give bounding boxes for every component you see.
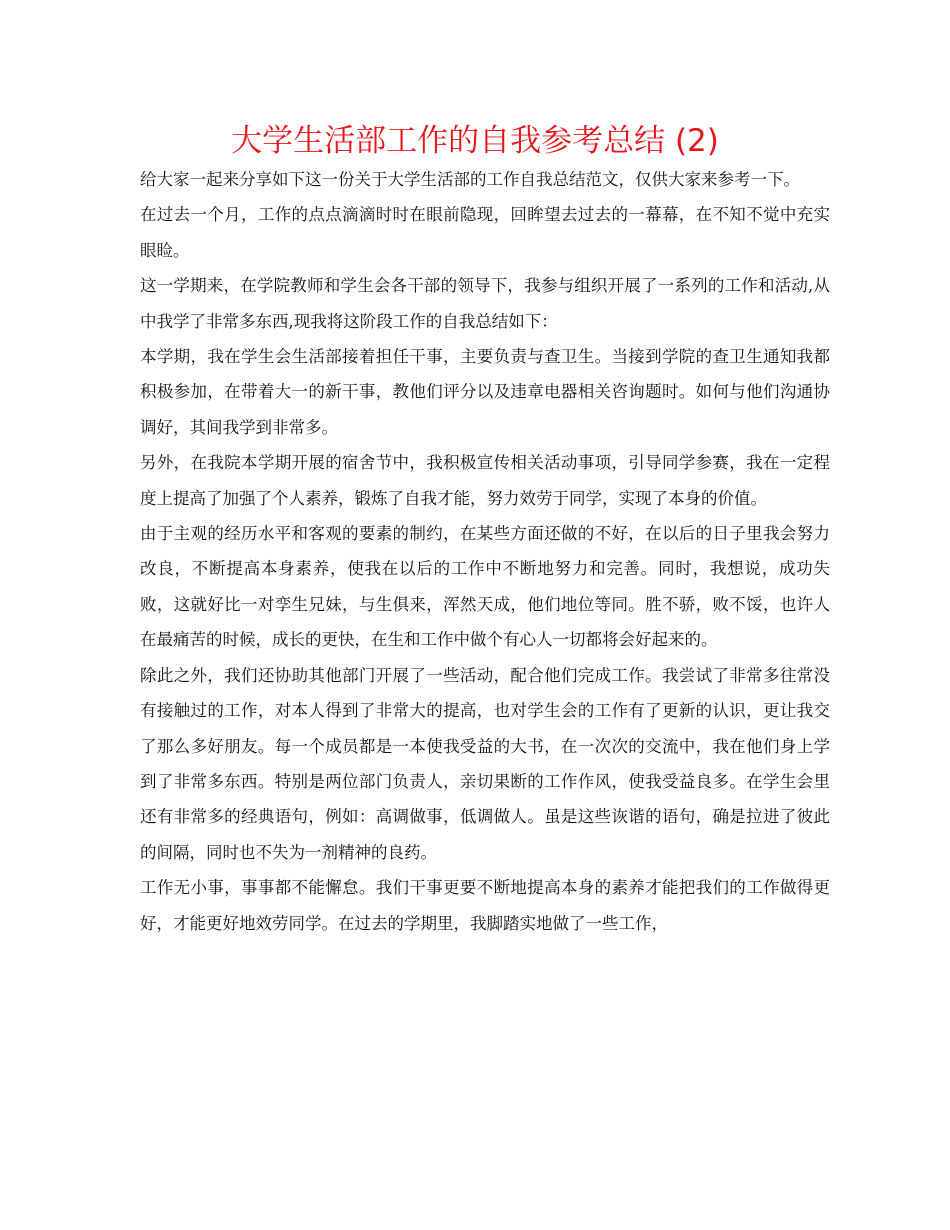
paragraph-intro: 给大家一起来分享如下这一份关于大学生活部的工作自我总结范文，仅供大家来参考一下。 — [140, 170, 800, 189]
paragraph-semester: 这一学期来，在学院教师和学生会各干部的领导下，我参与组织开展了一系列的工作和活动,从中我学了非常多东西,现我将这阶段工作的自我总结如下： — [140, 276, 830, 331]
document-title: 大学生活部工作的自我参考总结 (2) — [231, 123, 719, 159]
document-body — [140, 162, 830, 941]
paragraph-no-small-work: 工作无小事，事事都不能懈怠。我们干事更要不断地提高本身的素养才能把我们的工作做得更好，才能更好地效劳同学。在过去的学期里，我脚踏实地做了一些工作， — [140, 878, 830, 933]
paragraph-other-departments: 除此之外，我们还协助其他部门开展了一些活动，配合他们完成工作。我尝试了非常多往常没有接触过的工作，对本人得到了非常大的提高，也对学生会的工作有了更新的认识，更让我交了那么多好朋友。每一个成员都是一本使我受益的大书，在一次次的交流中，我在他们身上学到了非常多东西。特别是两位部门负责人，亲切果断的工作作风，使我受益良多。在学生会里还有非常多的经典语句，例如：高调做事，低调做人。虽是这些诙谐的语句，确是拉进了彼此的间隔，同时也不失为一剂精神的良药。 — [140, 665, 830, 862]
paragraph-past-month: 在过去一个月，工作的点点滴滴时时在眼前隐现，回眸望去过去的一幕幕，在不知不觉中充实眼睑。 — [140, 205, 830, 260]
paragraph-improvement: 由于主观的经历水平和客观的要素的制约，在某些方面还做的不好，在以后的日子里我会努力改良，不断提高本身素养，使我在以后的工作中不断地努力和完善。同时，我想说，成功失败，这就好比一对孪生兄妹，与生俱来，浑然天成，他们地位等同。胜不骄，败不馁，也许人在最痛苦的时候，成长的更快，在生和工作中做个有心人一切都将会好起来的。 — [140, 524, 830, 650]
paragraph-dorm-festival: 另外，在我院本学期开展的宿舍节中，我积极宣传相关活动事项，引导同学参赛，我在一定程度上提高了加强了个人素养，锻炼了自我才能，努力效劳于同学，实现了本身的价值。 — [140, 453, 830, 508]
paragraph-hygiene-duty: 本学期，我在学生会生活部接着担任干事，主要负责与查卫生。当接到学院的查卫生通知我都积极参加，在带着大一的新干事，教他们评分以及违章电器相关咨询题时。如何与他们沟通协调好，其间我学到非常多。 — [140, 347, 830, 437]
